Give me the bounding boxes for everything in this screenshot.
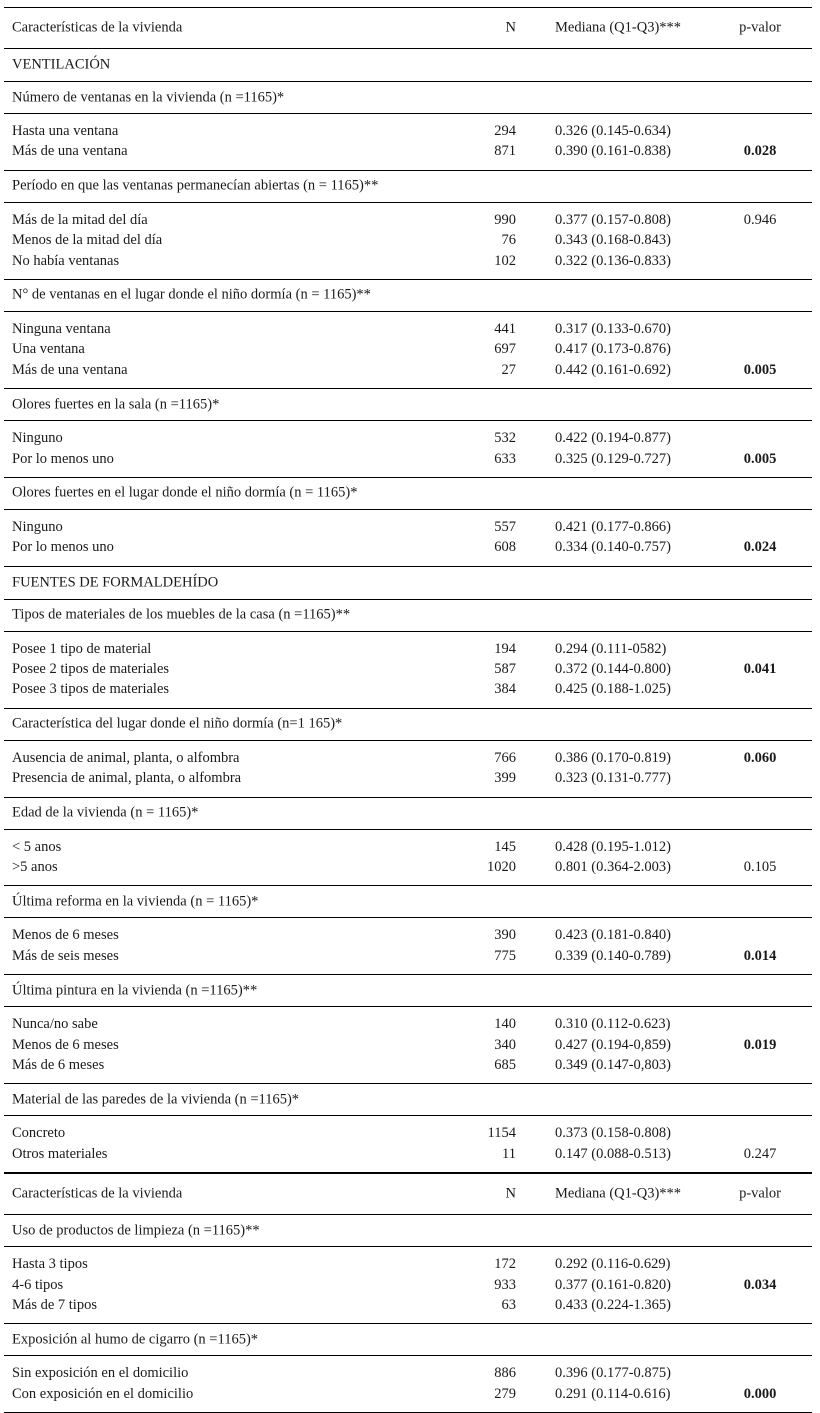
category-label: Una ventana: [12, 341, 85, 358]
variable-title-text: Última reforma en la vivienda (n = 1165)*: [12, 893, 259, 910]
n-value: 11: [502, 1145, 516, 1162]
table-row: [4, 680, 812, 700]
category-label: Más de una ventana: [12, 361, 128, 378]
table-row: [4, 320, 812, 340]
variable-title-text: Material de las paredes de la vivienda (n =1165)*: [12, 1091, 300, 1108]
n-value: 557: [494, 518, 516, 535]
n-value: 766: [494, 749, 516, 766]
median-value: 0.377 (0.157-0.808): [555, 211, 671, 228]
p-value: 0.105: [743, 859, 777, 876]
table-row: [4, 231, 812, 251]
table-row: [4, 838, 812, 858]
section-title: [4, 49, 812, 82]
variable-title-text: Período en que las ventanas permanecían abiertas (n = 1165)**: [12, 177, 379, 194]
category-label: Más de 7 tipos: [12, 1296, 97, 1313]
category-label: Más de la mitad del día: [12, 211, 148, 228]
section-title-text: VENTILACIÓN: [12, 56, 111, 73]
table-row: [4, 538, 812, 558]
table-header-row: [4, 1173, 812, 1215]
median-value: 0.390 (0.161-0.838): [555, 143, 671, 160]
header-n: N: [505, 19, 516, 36]
table-row: [4, 1036, 812, 1056]
median-value: 0.428 (0.195-1.012): [555, 838, 671, 855]
table-row: [4, 640, 812, 660]
table-row: [4, 926, 812, 946]
category-rows: [4, 312, 812, 389]
variable-title-text: N° de ventanas en el lugar donde el niño dormía (n = 1165)**: [12, 286, 371, 303]
category-label: Menos de la mitad del día: [12, 232, 163, 249]
category-rows: [4, 421, 812, 478]
category-label: Por lo menos uno: [12, 450, 114, 467]
table-row: [4, 769, 812, 789]
category-label: >5 anos: [12, 859, 58, 876]
table-row: [4, 518, 812, 538]
n-value: 145: [494, 838, 516, 855]
median-value: 0.372 (0.144-0.800): [555, 661, 671, 678]
median-value: 0.422 (0.194-0.877): [555, 430, 671, 447]
section-title: [4, 567, 812, 600]
n-value: 399: [494, 770, 516, 787]
n-value: 441: [494, 320, 516, 337]
n-value: 27: [501, 361, 516, 378]
median-value: 0.343 (0.168-0.843): [555, 232, 671, 249]
variable-title: [4, 82, 812, 114]
n-value: 608: [494, 539, 516, 556]
variable-title: [4, 886, 812, 918]
category-label: Menos de 6 meses: [12, 927, 119, 944]
median-value: 0.377 (0.161-0.820): [555, 1276, 671, 1293]
variable-title: [4, 600, 812, 632]
category-rows: [4, 918, 812, 975]
category-label: Más de una ventana: [12, 143, 128, 160]
n-value: 140: [494, 1016, 516, 1033]
table-row: [4, 660, 812, 680]
variable-title: [4, 975, 812, 1007]
table-row: [4, 947, 812, 967]
table-row: [4, 252, 812, 272]
p-value: 0.028: [743, 143, 777, 160]
category-label: Más de 6 meses: [12, 1056, 105, 1073]
header-characteristic: Características de la vivienda: [12, 19, 183, 36]
median-value: 0.291 (0.114-0.616): [555, 1385, 671, 1402]
table-row: [4, 122, 812, 142]
category-label: Más de seis meses: [12, 947, 119, 964]
n-value: 340: [494, 1036, 516, 1053]
median-value: 0.425 (0.188-1.025): [555, 681, 671, 698]
median-value: 0.801 (0.364-2.003): [555, 859, 671, 876]
median-value: 0.334 (0.140-0.757): [555, 539, 671, 556]
results-table: [4, 0, 812, 1413]
n-value: 990: [494, 211, 516, 228]
variable-title-text: Característica del lugar donde el niño dormía (n=1 165)*: [12, 715, 343, 732]
category-rows: [4, 1116, 812, 1173]
variable-title: [4, 709, 812, 741]
median-value: 0.294 (0.111-0582): [555, 640, 667, 657]
median-value: 0.386 (0.170-0.819): [555, 749, 671, 766]
header-median: Mediana (Q1-Q3)***: [555, 19, 682, 36]
table-header-row: [4, 7, 812, 49]
category-rows: [4, 510, 812, 567]
variable-title-text: Exposición al humo de cigarro (n =1165)*: [12, 1331, 259, 1348]
median-value: 0.310 (0.112-0.623): [555, 1016, 671, 1033]
category-label: Posee 1 tipo de material: [12, 640, 152, 657]
median-value: 0.433 (0.224-1.365): [555, 1296, 671, 1313]
p-value: 0.247: [743, 1145, 777, 1162]
variable-title-text: Número de ventanas en la vivienda (n =1165)*: [12, 89, 285, 105]
n-value: 685: [494, 1056, 516, 1073]
table-row: [4, 340, 812, 360]
median-value: 0.325 (0.129-0.727): [555, 450, 671, 467]
variable-title-text: Olores fuertes en la sala (n =1165)*: [12, 396, 220, 413]
category-rows: [4, 1356, 812, 1413]
n-value: 102: [494, 252, 516, 269]
table-row: [4, 1056, 812, 1076]
table-row: [4, 1124, 812, 1144]
n-value: 279: [494, 1385, 516, 1402]
category-label: < 5 anos: [12, 838, 62, 855]
variable-title: [4, 1215, 812, 1247]
median-value: 0.423 (0.181-0.840): [555, 927, 671, 944]
category-label: Otros materiales: [12, 1145, 108, 1162]
p-value: 0.005: [743, 361, 777, 378]
category-label: Concreto: [12, 1125, 66, 1142]
median-value: 0.396 (0.177-0.875): [555, 1365, 671, 1382]
variable-title: [4, 478, 812, 510]
n-value: 63: [501, 1296, 516, 1313]
table-row: [4, 1015, 812, 1035]
table-row: [4, 361, 812, 381]
category-label: Hasta una ventana: [12, 123, 119, 139]
n-value: 775: [494, 947, 516, 964]
p-value: 0.060: [743, 749, 777, 766]
median-value: 0.292 (0.116-0.629): [555, 1256, 671, 1273]
category-rows: [4, 1247, 812, 1324]
variable-title: [4, 1324, 812, 1356]
n-value: 76: [501, 232, 516, 249]
header-characteristic: Características de la vivienda: [12, 1185, 183, 1202]
category-label: Posee 2 tipos de materiales: [12, 661, 170, 678]
p-value: 0.041: [743, 661, 777, 678]
category-label: Ausencia de animal, planta, o alfombra: [12, 749, 240, 766]
category-rows: [4, 741, 812, 798]
median-value: 0.421 (0.177-0.866): [555, 518, 671, 535]
table-row: [4, 1255, 812, 1275]
category-label: Presencia de animal, planta, o alfombra: [12, 770, 242, 787]
p-value: 0.946: [743, 211, 777, 228]
n-value: 587: [494, 661, 516, 678]
variable-title-text: Olores fuertes en el lugar donde el niño dormía (n = 1165)*: [12, 484, 358, 501]
n-value: 194: [494, 640, 516, 657]
variable-title-text: Uso de productos de limpieza (n =1165)**: [12, 1222, 260, 1239]
table-row: [4, 1145, 812, 1165]
median-value: 0.322 (0.136-0.833): [555, 252, 671, 269]
n-value: 633: [494, 450, 516, 467]
table-row: [4, 858, 812, 878]
category-label: Menos de 6 meses: [12, 1036, 119, 1053]
n-value: 1020: [487, 859, 516, 876]
p-value: 0.024: [743, 539, 777, 556]
variable-title: [4, 798, 812, 830]
section-title-text: FUENTES DE FORMALDEHÍDO: [12, 574, 219, 591]
n-value: 390: [494, 927, 516, 944]
table-row: [4, 1385, 812, 1405]
table-row: [4, 1276, 812, 1296]
header-p-value: p-valor: [739, 19, 781, 36]
category-rows: [4, 114, 812, 171]
header-p-value: p-valor: [739, 1185, 781, 1202]
category-label: Ninguno: [12, 518, 63, 535]
n-value: 172: [494, 1256, 516, 1273]
variable-title: [4, 389, 812, 421]
median-value: 0.349 (0.147-0,803): [555, 1056, 671, 1073]
n-value: 886: [494, 1365, 516, 1382]
n-value: 532: [494, 430, 516, 447]
median-value: 0.147 (0.088-0.513): [555, 1145, 671, 1162]
variable-title-text: Edad de la vivienda (n = 1165)*: [12, 804, 199, 821]
category-rows: [4, 203, 812, 280]
header-median: Mediana (Q1-Q3)***: [555, 1185, 682, 1202]
median-value: 0.339 (0.140-0.789): [555, 947, 671, 964]
table-row: [4, 211, 812, 231]
category-label: 4-6 tipos: [12, 1276, 64, 1293]
p-value: 0.014: [743, 947, 777, 964]
median-value: 0.427 (0.194-0,859): [555, 1036, 671, 1053]
category-label: Posee 3 tipos de materiales: [12, 681, 170, 698]
median-value: 0.373 (0.158-0.808): [555, 1125, 671, 1142]
n-value: 1154: [487, 1125, 516, 1142]
median-value: 0.417 (0.173-0.876): [555, 341, 671, 358]
p-value: 0.034: [743, 1276, 777, 1293]
variable-title-text: Última pintura en la vivienda (n =1165)**: [12, 982, 258, 999]
category-label: Con exposición en el domicilio: [12, 1385, 194, 1402]
median-value: 0.442 (0.161-0.692): [555, 361, 671, 378]
n-value: 294: [494, 123, 516, 139]
table-row: [4, 749, 812, 769]
n-value: 933: [494, 1276, 516, 1293]
table-row: [4, 1364, 812, 1384]
p-value: 0.000: [743, 1385, 777, 1402]
median-value: 0.323 (0.131-0.777): [555, 770, 671, 787]
variable-title: [4, 280, 812, 312]
variable-title: [4, 171, 812, 203]
category-label: Por lo menos uno: [12, 539, 114, 556]
category-label: Ninguno: [12, 430, 63, 447]
table-row: [4, 429, 812, 449]
category-rows: [4, 632, 812, 709]
category-rows: [4, 1007, 812, 1084]
category-label: No había ventanas: [12, 252, 120, 269]
header-n: N: [505, 1185, 516, 1202]
p-value: 0.005: [743, 450, 777, 467]
median-value: 0.326 (0.145-0.634): [555, 123, 671, 139]
n-value: 697: [494, 341, 516, 358]
category-label: Nunca/no sabe: [12, 1016, 98, 1033]
table-row: [4, 450, 812, 470]
category-label: Sin exposición en el domicilio: [12, 1365, 189, 1382]
median-value: 0.317 (0.133-0.670): [555, 320, 671, 337]
variable-title: [4, 1084, 812, 1116]
category-label: Ninguna ventana: [12, 320, 111, 337]
category-label: Hasta 3 tipos: [12, 1256, 88, 1273]
n-value: 384: [494, 681, 516, 698]
p-value: 0.019: [743, 1036, 777, 1053]
table-row: [4, 142, 812, 162]
variable-title-text: Tipos de materiales de los muebles de la casa (n =1165)**: [12, 606, 351, 623]
table-row: [4, 1296, 812, 1316]
category-rows: [4, 830, 812, 887]
n-value: 871: [494, 143, 516, 160]
